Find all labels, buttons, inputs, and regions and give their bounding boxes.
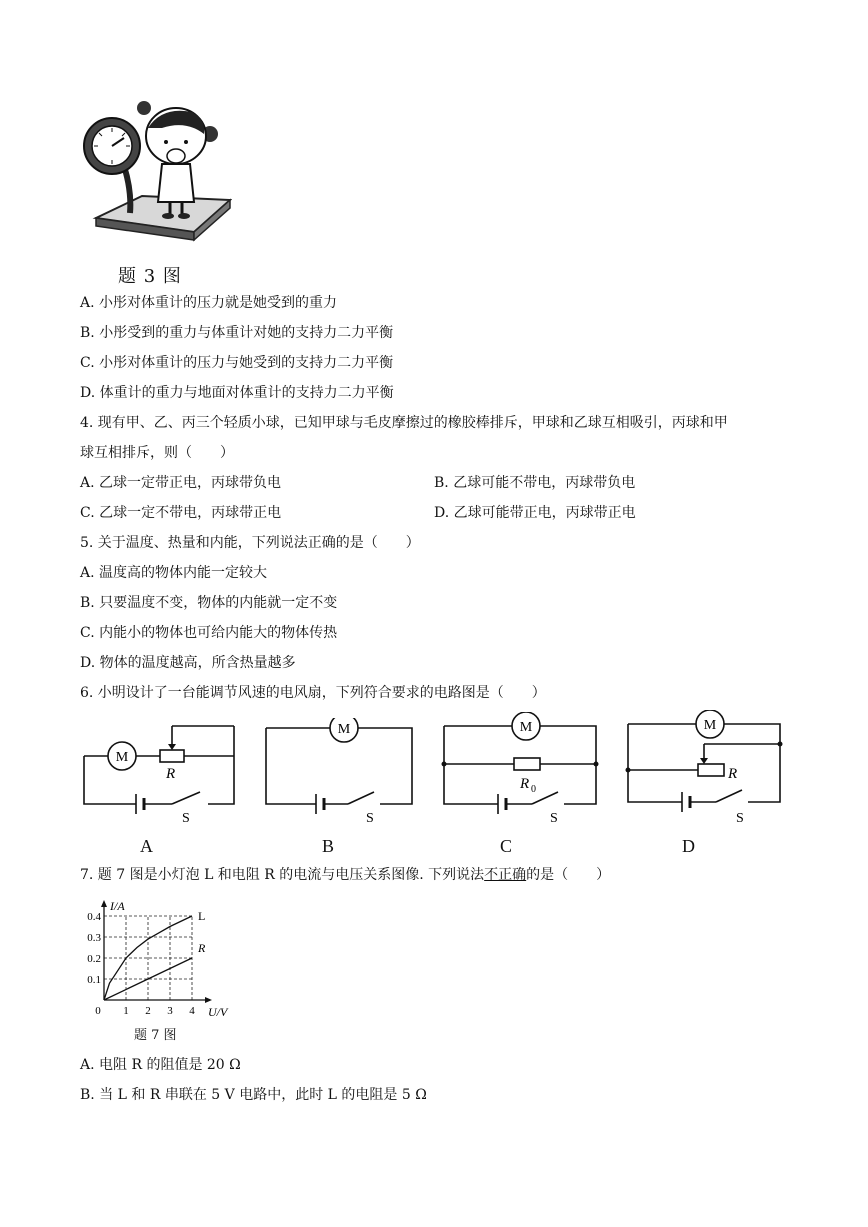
- q4-option-a: A. 乙球一定带正电，丙球带负电: [80, 475, 282, 491]
- q3-option-d: D. 体重计的重力与地面对体重计的支持力二力平衡: [80, 385, 394, 401]
- x-tick-label: 1: [123, 1005, 129, 1017]
- q4-option-c: C. 乙球一定不带电，丙球带正电: [80, 505, 282, 521]
- circuit-c-switch-label: S: [550, 811, 558, 826]
- q4-stem-line1: 4. 现有甲、乙、丙三个轻质小球，已知甲球与毛皮摩擦过的橡胶棒排斥，甲球和乙球互相吸引，丙球和甲: [80, 415, 728, 431]
- q3-option-a: A. 小彤对体重计的压力就是她受到的重力: [80, 295, 338, 311]
- q7-option-b: B. 当 L 和 R 串联在 5 V 电路中，此时 L 的电阻是 5 Ω: [80, 1087, 427, 1103]
- q5-stem: 5. 关于温度、热量和内能，下列说法正确的是（ ）: [80, 535, 420, 551]
- circuit-b: [262, 718, 422, 828]
- circuit-c: [440, 712, 606, 828]
- circuit-b-motor-label: M: [337, 722, 351, 737]
- circuit-a-resistor-label: R: [166, 766, 176, 782]
- circuit-c-motor-label: M: [519, 720, 533, 735]
- x-axis-label: U/V: [208, 1005, 228, 1019]
- y-tick-label: 0.1: [87, 974, 101, 986]
- circuit-b-switch-label: S: [366, 811, 374, 826]
- iu-chart: [82, 896, 242, 1022]
- q6-stem: 6. 小明设计了一台能调节风速的电风扇，下列符合要求的电路图是（ ）: [80, 685, 546, 701]
- circuit-a-option-label: A: [140, 836, 153, 856]
- y-tick-label: 0.4: [87, 911, 101, 923]
- q7-stem-post: 的是（ ）: [526, 867, 611, 883]
- circuit-d-motor-label: M: [703, 718, 717, 733]
- x-axis-arrow: [205, 997, 212, 1003]
- circuit-c-option-label: C: [500, 836, 513, 856]
- series-label-l: L: [198, 909, 206, 923]
- q7-stem-pre: 7. 题 7 图是小灯泡 L 和电阻 R 的电流与电压关系图像. 下列说法: [80, 867, 485, 883]
- y-axis-label: I/A: [110, 899, 125, 913]
- q7-stem: [80, 866, 610, 884]
- circuit-d-resistor-label: R: [728, 766, 738, 782]
- scale-illustration: [82, 98, 232, 243]
- x-tick-label: 4: [189, 1005, 195, 1017]
- circuit-d-switch-label: S: [736, 811, 744, 826]
- y-axis-arrow: [101, 900, 107, 907]
- circuit-d: [624, 710, 794, 828]
- circuit-c-resistor-label: R: [520, 776, 530, 792]
- x-tick-label: 0: [95, 1005, 101, 1017]
- x-tick-label: 2: [145, 1005, 151, 1017]
- x-tick-label: 3: [167, 1005, 173, 1017]
- circuit-a-switch-label: S: [182, 811, 190, 826]
- y-tick-label: 0.2: [87, 953, 101, 965]
- q7-stem-underlined: 不正确: [484, 867, 527, 883]
- circuit-c-resistor-subscript: 0: [531, 784, 536, 795]
- q5-option-d: D. 物体的温度越高，所含热量越多: [80, 655, 296, 671]
- figure-7-label: 题 7 图: [134, 1028, 177, 1043]
- circuit-d-option-label: D: [682, 836, 695, 856]
- q5-option-b: B. 只要温度不变，物体的内能就一定不变: [80, 595, 338, 611]
- circuit-b-option-label: B: [322, 836, 335, 856]
- figure-3-label: 题 3 图: [118, 266, 182, 287]
- q4-option-d: D. 乙球可能带正电，丙球带正电: [434, 505, 636, 521]
- q4-option-b: B. 乙球可能不带电，丙球带负电: [434, 475, 636, 491]
- circuit-a: [80, 718, 240, 828]
- circuit-a-motor-label: M: [115, 750, 129, 765]
- q7-option-a: A. 电阻 R 的阻值是 20 Ω: [80, 1057, 241, 1073]
- y-tick-label: 0.3: [87, 932, 101, 944]
- q5-option-a: A. 温度高的物体内能一定较大: [80, 565, 268, 581]
- series-label-r: R: [198, 941, 206, 955]
- q4-stem-line2: 球互相排斥，则（ ）: [80, 445, 234, 461]
- q3-option-b: B. 小彤受到的重力与体重计对她的支持力二力平衡: [80, 325, 394, 341]
- q5-option-c: C. 内能小的物体也可给内能大的物体传热: [80, 625, 338, 641]
- q3-option-c: C. 小彤对体重计的压力与她受到的支持力二力平衡: [80, 355, 394, 371]
